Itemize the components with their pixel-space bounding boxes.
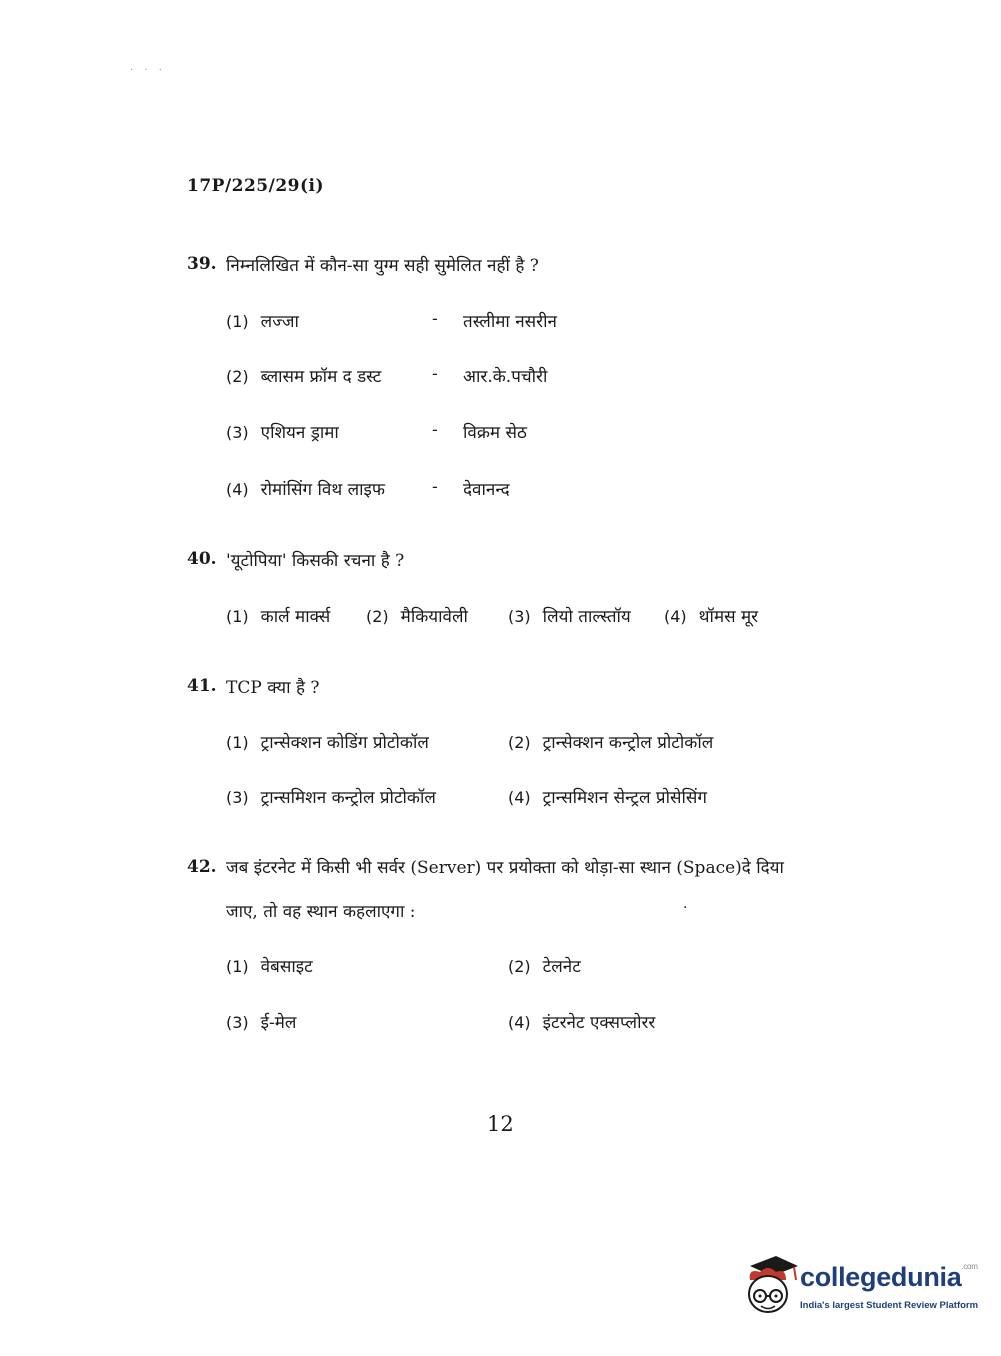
question-text-line2: जाए, तो वह स्थान कहलाएगा : bbox=[226, 902, 416, 922]
pair-dash: - bbox=[432, 309, 438, 329]
scan-mark: · · · bbox=[130, 65, 166, 76]
pair-left: (4) रोमांसिंग विथ लाइफ bbox=[226, 480, 385, 500]
stray-dot: · bbox=[683, 900, 688, 916]
pair-right: देवानन्द bbox=[463, 480, 510, 500]
collegedunia-logo bbox=[742, 1250, 979, 1330]
pair-right: तस्लीमा नसरीन bbox=[463, 312, 557, 332]
pair-dash: - bbox=[432, 477, 438, 497]
option: (4) थॉमस मूर bbox=[664, 607, 759, 627]
pair-dash: - bbox=[432, 364, 438, 384]
question-number: 42. bbox=[187, 857, 217, 877]
pair-right: आर.के.पचौरी bbox=[463, 367, 548, 387]
pair-dash: - bbox=[432, 420, 438, 440]
option: (1) कार्ल मार्क्स bbox=[226, 607, 331, 627]
option: (1) ट्रान्सेक्शन कोडिंग प्रोटोकॉल bbox=[226, 733, 429, 753]
option: (3) ई-मेल bbox=[226, 1013, 297, 1033]
pair-right: विक्रम सेठ bbox=[463, 423, 527, 443]
question-number: 39. bbox=[187, 254, 217, 274]
mascot-icon bbox=[742, 1254, 798, 1318]
question-number: 41. bbox=[187, 676, 217, 696]
question-text: निम्नलिखित में कौन-सा युग्म सही सुमेलित नहीं है ? bbox=[226, 256, 539, 276]
page-number: 12 bbox=[487, 1112, 514, 1136]
logo-wordmark: collegedunia$^{.com}$ bbox=[800, 1262, 978, 1292]
option: (3) ट्रान्समिशन कन्ट्रोल प्रोटोकॉल bbox=[226, 788, 436, 808]
logo-tagline: India's largest Student Review Platform bbox=[800, 1300, 979, 1311]
option: (4) इंटरनेट एक्सप्लोरर bbox=[508, 1013, 656, 1033]
option: (2) ट्रान्सेक्शन कन्ट्रोल प्रोटोकॉल bbox=[508, 733, 714, 753]
paper-code: 17P/225/29(i) bbox=[187, 176, 325, 196]
option: (3) लियो ताल्स्तॉय bbox=[508, 607, 631, 627]
pair-left: (2) ब्लासम फ्रॉम द डस्ट bbox=[226, 367, 382, 387]
question-text: TCP क्या है ? bbox=[226, 678, 320, 698]
pair-left: (3) एशियन ड्रामा bbox=[226, 423, 339, 443]
option: (2) मैकियावेली bbox=[366, 607, 468, 627]
question-text: 'यूटोपिया' किसकी रचना है ? bbox=[226, 551, 405, 571]
option: (4) ट्रान्समिशन सेन्ट्रल प्रोसेसिंग bbox=[508, 788, 707, 808]
question-text-line1: जब इंटरनेट में किसी भी सर्वर (Server) पर प्रयोक्ता को थोड़ा-सा स्थान (Space)दे दिया bbox=[226, 858, 784, 878]
question-number: 40. bbox=[187, 549, 217, 569]
option: (2) टेलनेट bbox=[508, 957, 581, 977]
option: (1) वेबसाइट bbox=[226, 957, 313, 977]
pair-left: (1) लज्जा bbox=[226, 312, 299, 332]
